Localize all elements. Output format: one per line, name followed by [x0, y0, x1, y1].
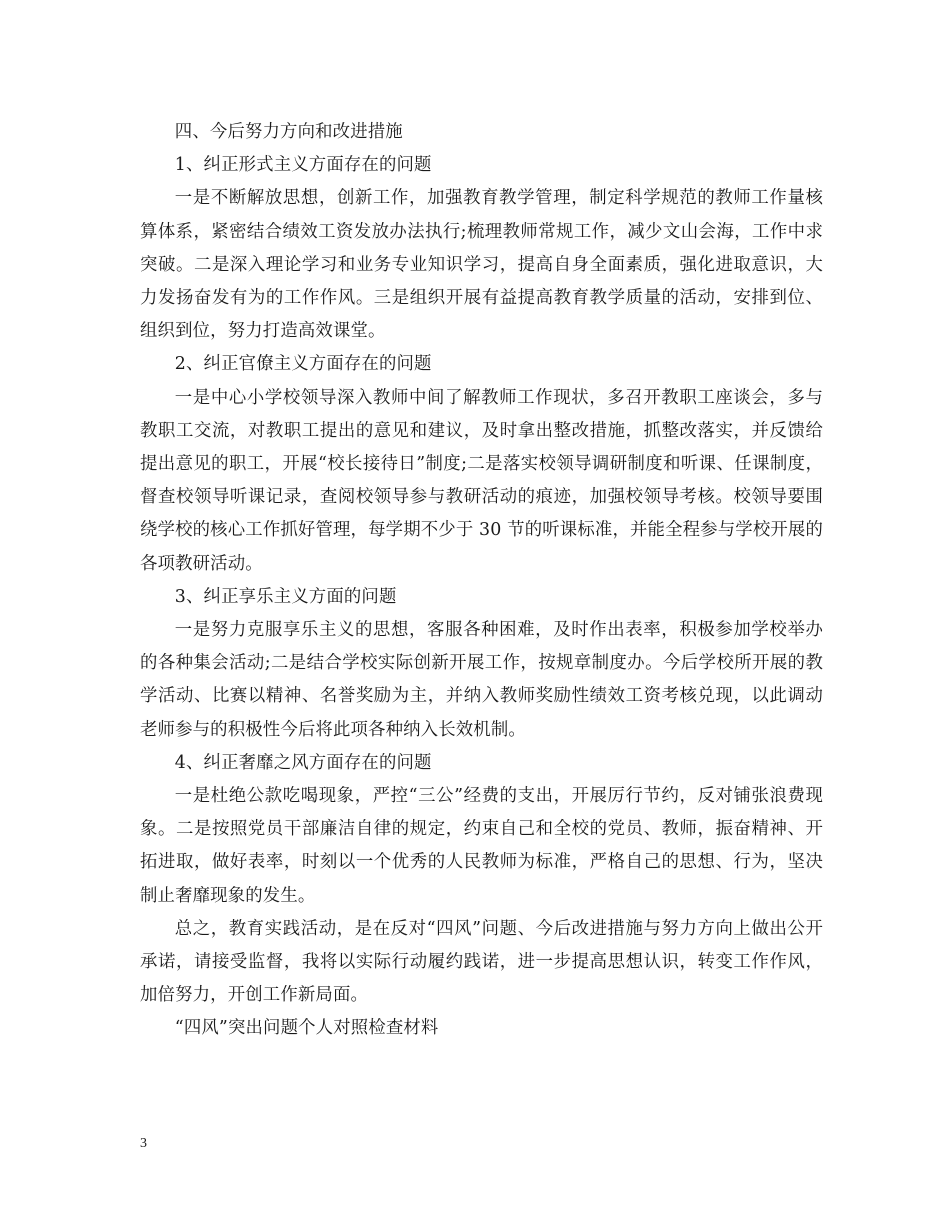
- subsection-heading: 1、纠正形式主义方面存在的问题: [174, 155, 432, 176]
- subsection-heading: 3、纠正享乐主义方面的问题: [174, 586, 397, 607]
- subsection-heading: 2、纠正官僚主义方面存在的问题: [174, 354, 432, 375]
- document-body: [140, 116, 823, 1046]
- section-heading: 四、今后努力方向和改进措施: [174, 122, 403, 142]
- body-paragraph: 总之，教育实践活动，是在反对“四风”问题、今后改进措施与努力方向上做出公开承诺，请接受监督，我将以实际行动履约践诺，进一步提高思想认识，转变工作作风，加倍努力，开创工作新局面。: [140, 918, 823, 1006]
- page-number: 3: [140, 1136, 147, 1151]
- body-paragraph: 一是中心小学校领导深入教师中间了解教师工作现状，多召开教职工座谈会，多与教职工交流，对教职工提出的意见和建议，及时拿出整改措施，抓整改落实，并反馈给提出意见的职工，开展“校长接待日”制度;二是落实校领导调研制度和听课、任课制度，督查校领导听课记录，查阅校领导参与教研活动的痕迹，加强校领导考核。校领导要围绕学校的核心工作抓好管理，每学期不少于 30 节的听课标准，并能全程参与学校开展的各项教研活动。: [140, 387, 823, 574]
- body-paragraph: 一是努力克服享乐主义的思想，客服各种困难，及时作出表率，积极参加学校举办的各种集会活动;二是结合学校实际创新开展工作，按规章制度办。今后学校所开展的教学活动、比赛以精神、名誉奖励为主，并纳入教师奖励性绩效工资考核兑现，以此调动老师参与的积极性今后将此项各种纳入长效机制。: [140, 620, 823, 740]
- body-paragraph: 一是杜绝公款吃喝现象，严控“三公”经费的支出，开展厉行节约，反对铺张浪费现象。二是按照党员干部廉洁自律的规定，约束自己和全校的党员、教师，振奋精神、开拓进取，做好表率，时刻以一个优秀的人民教师为标准，严格自己的思想、行为，坚决制止奢靡现象的发生。: [140, 786, 823, 906]
- document-title-next: “四风”突出问题个人对照检查材料: [174, 1018, 439, 1039]
- subsection-heading: 4、纠正奢靡之风方面存在的问题: [174, 752, 432, 773]
- body-paragraph: 一是不断解放思想，创新工作，加强教育教学管理，制定科学规范的教师工作量核算体系，紧密结合绩效工资发放办法执行;梳理教师常规工作，减少文山会海，工作中求突破。二是深入理论学习和业务专业知识学习，提高自身全面素质，强化进取意识，大力发扬奋发有为的工作作风。三是组织开展有益提高教育教学质量的活动，安排到位、组织到位，努力打造高效课堂。: [140, 188, 823, 342]
